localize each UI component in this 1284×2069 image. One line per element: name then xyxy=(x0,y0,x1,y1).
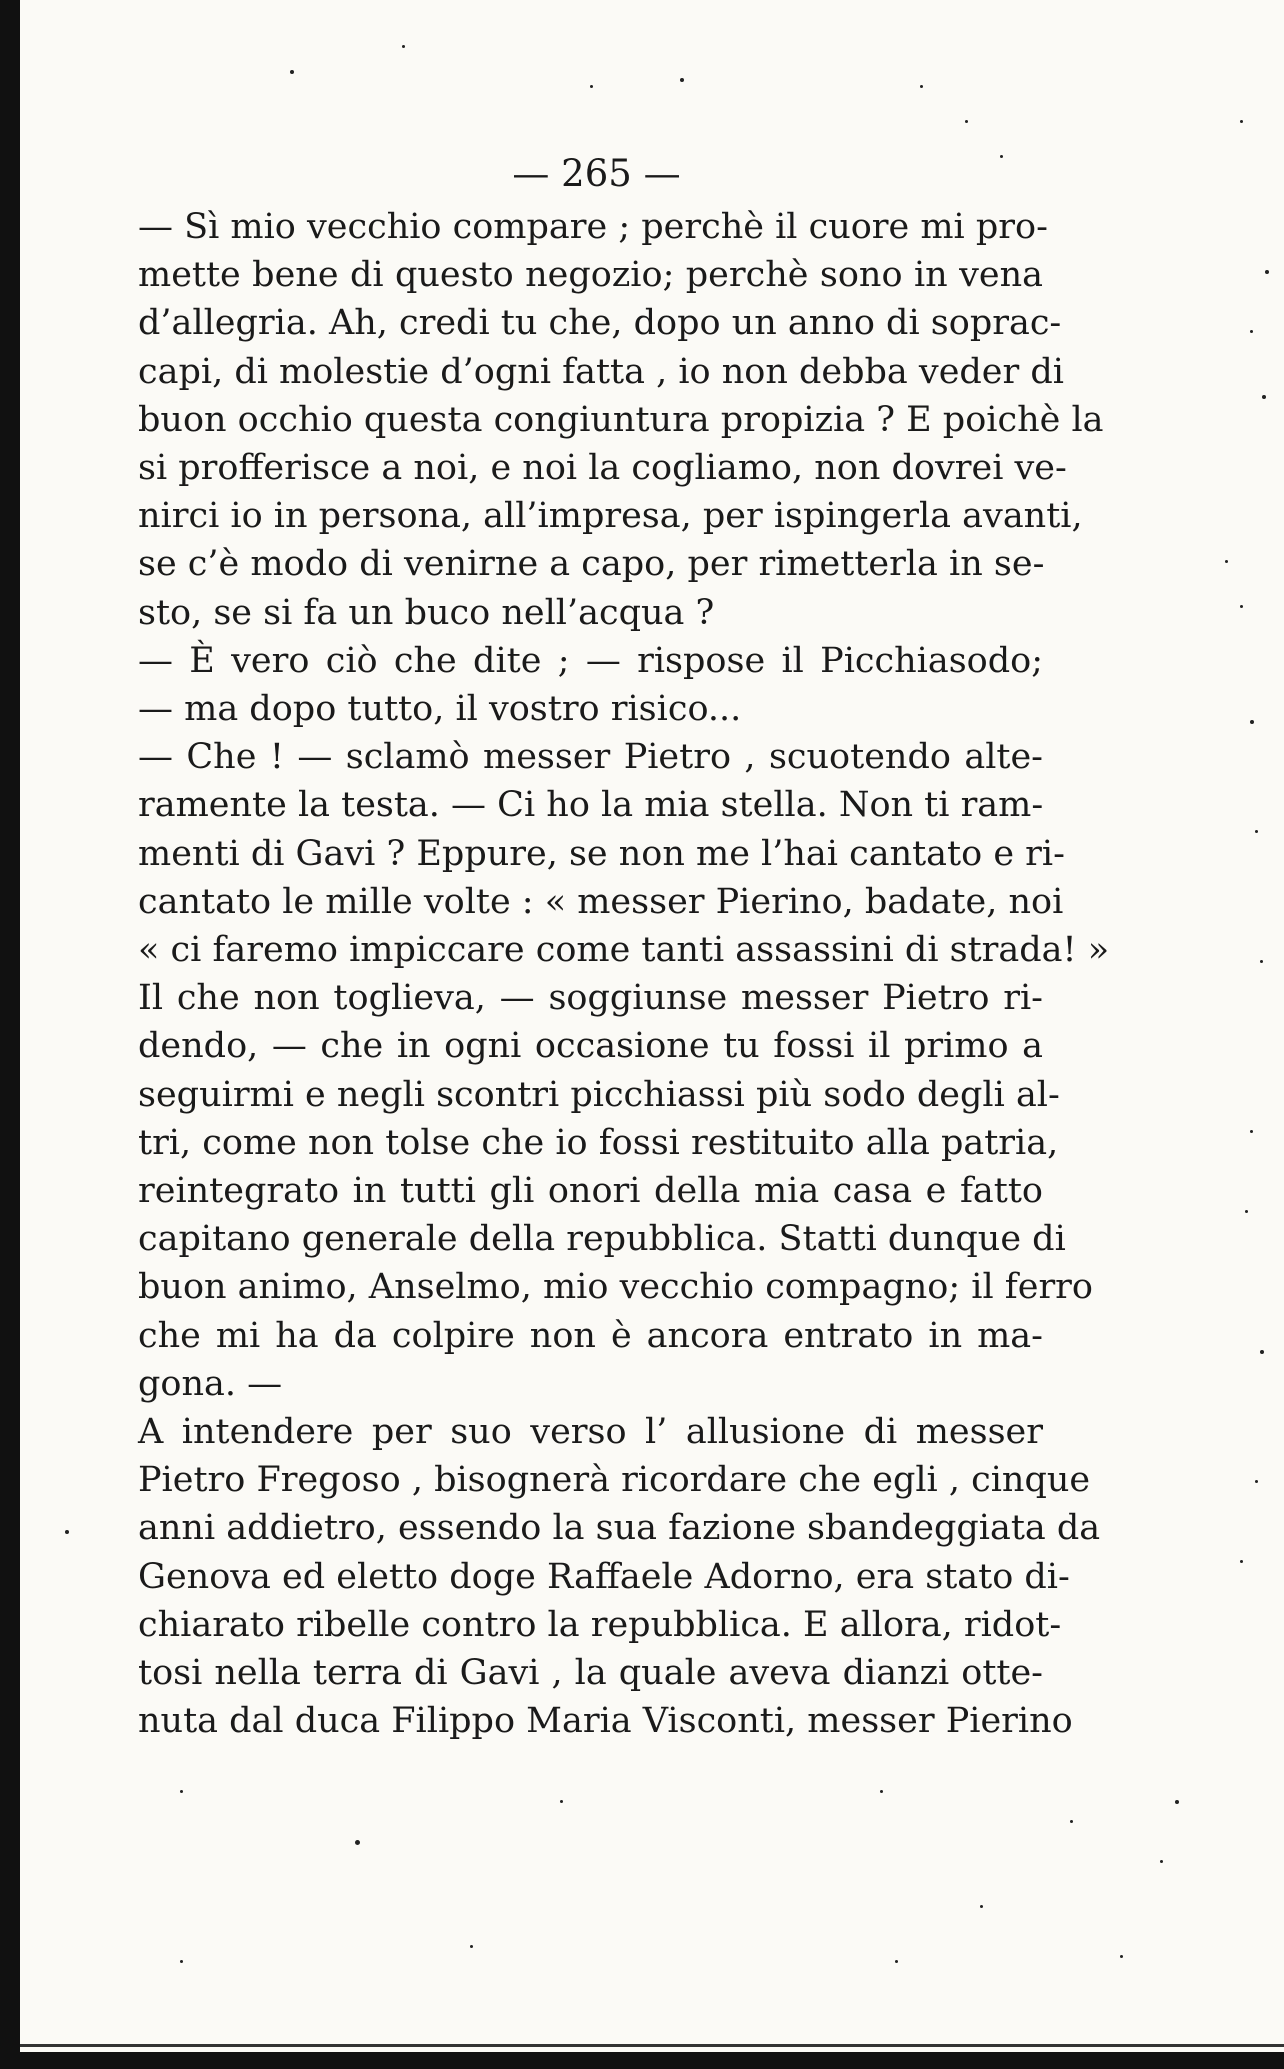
scan-speck xyxy=(1240,605,1243,608)
paragraph xyxy=(138,733,1110,1408)
text-line: dendo, — che in ogni occasione tu fossi il primo a xyxy=(138,1026,1043,1067)
scan-speck xyxy=(920,85,923,88)
text-line: capi, di molestie d’ogni fatta , io non debba veder di xyxy=(138,351,1064,392)
text-line: sto, se si fa un buco nell’acqua ? xyxy=(138,592,715,633)
scan-speck xyxy=(590,85,593,88)
scan-speck xyxy=(560,1800,563,1803)
scan-speck xyxy=(1000,155,1003,158)
scan-speck xyxy=(180,1790,183,1793)
scan-speck xyxy=(965,120,968,123)
page-number: — 265 — xyxy=(512,152,681,195)
text-line: Genova ed eletto doge Raffaele Adorno, era stato di- xyxy=(138,1556,1070,1597)
scan-speck xyxy=(895,1960,898,1963)
scan-speck xyxy=(1240,120,1243,123)
scan-speck xyxy=(470,1945,473,1948)
paragraph xyxy=(138,1408,1101,1745)
text-line: cantato le mille volte : « messer Pierino, badate, noi xyxy=(138,881,1064,922)
scan-speck xyxy=(1250,720,1254,724)
text-line: Il che non toglieva, — soggiunse messer Pietro ri- xyxy=(138,978,1043,1019)
text-line: — Che ! — sclamò messer Pietro , scuotendo alte- xyxy=(138,737,1043,778)
scan-speck xyxy=(880,1790,883,1793)
text-line: reintegrato in tutti gli onori della mia casa e fatto xyxy=(138,1171,1043,1212)
text-line: mette bene di questo negozio; perchè sono in vena xyxy=(138,255,1043,296)
scan-speck xyxy=(1265,270,1269,274)
paragraph xyxy=(138,203,1104,637)
page-text xyxy=(138,203,1110,1746)
scan-speck xyxy=(1255,1480,1258,1483)
text-line: ramente la testa. — Ci ho la mia stella. Non ti ram- xyxy=(138,785,1044,826)
scan-bottom-line xyxy=(20,2044,1284,2047)
scan-speck xyxy=(1175,1800,1179,1804)
scan-speck xyxy=(1240,1560,1243,1563)
scan-speck xyxy=(290,70,294,74)
paragraph xyxy=(138,637,1043,733)
text-line: tri, come non tolse che io fossi restituito alla patria, xyxy=(138,1122,1059,1163)
text-line: anni addietro, essendo la sua fazione sbandeggiata da xyxy=(138,1508,1101,1549)
scan-speck xyxy=(680,78,684,82)
text-line: se c’è modo di venirne a capo, per rimetterla in se- xyxy=(138,544,1045,585)
text-line: A intendere per suo verso l’ allusione di messer xyxy=(138,1412,1043,1453)
scan-speck xyxy=(1225,560,1228,563)
scan-speck xyxy=(180,1960,183,1963)
text-line: Pietro Fregoso , bisognerà ricordare che egli , cinque xyxy=(138,1460,1091,1501)
scan-speck xyxy=(1070,1820,1073,1823)
text-line: che mi ha da colpire non è ancora entrato in ma- xyxy=(138,1315,1043,1356)
text-line: — ma dopo tutto, il vostro risico... xyxy=(138,689,742,730)
scan-bottom-edge xyxy=(0,2052,1284,2069)
text-line: buon occhio questa congiuntura propizia ? E poichè la xyxy=(138,399,1104,440)
scan-speck xyxy=(1245,1210,1248,1213)
scan-speck xyxy=(1262,395,1266,399)
text-line: « ci faremo impiccare come tanti assassini di strada! » xyxy=(138,930,1110,971)
scan-speck xyxy=(355,1840,360,1845)
scan-speck xyxy=(1260,1350,1264,1354)
text-line: tosi nella terra di Gavi , la quale aveva dianzi otte- xyxy=(138,1653,1043,1694)
text-line: buon animo, Anselmo, mio vecchio compagno; il ferro xyxy=(138,1267,1093,1308)
text-line: nuta dal duca Filippo Maria Visconti, messer Pierino xyxy=(138,1701,1073,1742)
text-line: si profferisce a noi, e noi la cogliamo, non dovrei ve- xyxy=(138,448,1067,489)
scan-speck xyxy=(980,1905,983,1908)
scan-speck xyxy=(1250,330,1253,333)
scan-speck xyxy=(1160,1860,1163,1863)
text-line: nirci io in persona, all’impresa, per ispingerla avanti, xyxy=(138,496,1083,537)
text-line: d’allegria. Ah, credi tu che, dopo un anno di soprac- xyxy=(138,303,1062,344)
text-line: — È vero ciò che dite ; — rispose il Picchiasodo; xyxy=(138,640,1043,681)
text-line: gona. — xyxy=(138,1363,283,1404)
text-line: chiarato ribelle contro la repubblica. E allora, ridot- xyxy=(138,1604,1062,1645)
scan-speck xyxy=(1250,1130,1253,1133)
scan-speck xyxy=(1260,960,1263,963)
book-page xyxy=(138,150,1110,1746)
text-line: menti di Gavi ? Eppure, se non me l’hai cantato e ri- xyxy=(138,833,1065,874)
scan-speck xyxy=(65,1530,69,1534)
scan-speck xyxy=(1120,1955,1123,1958)
scan-left-edge xyxy=(0,0,20,2069)
scan-speck xyxy=(1255,830,1258,833)
text-line: — Sì mio vecchio compare ; perchè il cuore mi pro- xyxy=(138,207,1048,247)
text-line: seguirmi e negli scontri picchiassi più sodo degli al- xyxy=(138,1074,1060,1115)
scan-speck xyxy=(402,45,405,48)
text-line: capitano generale della repubblica. Statti dunque di xyxy=(138,1219,1066,1260)
